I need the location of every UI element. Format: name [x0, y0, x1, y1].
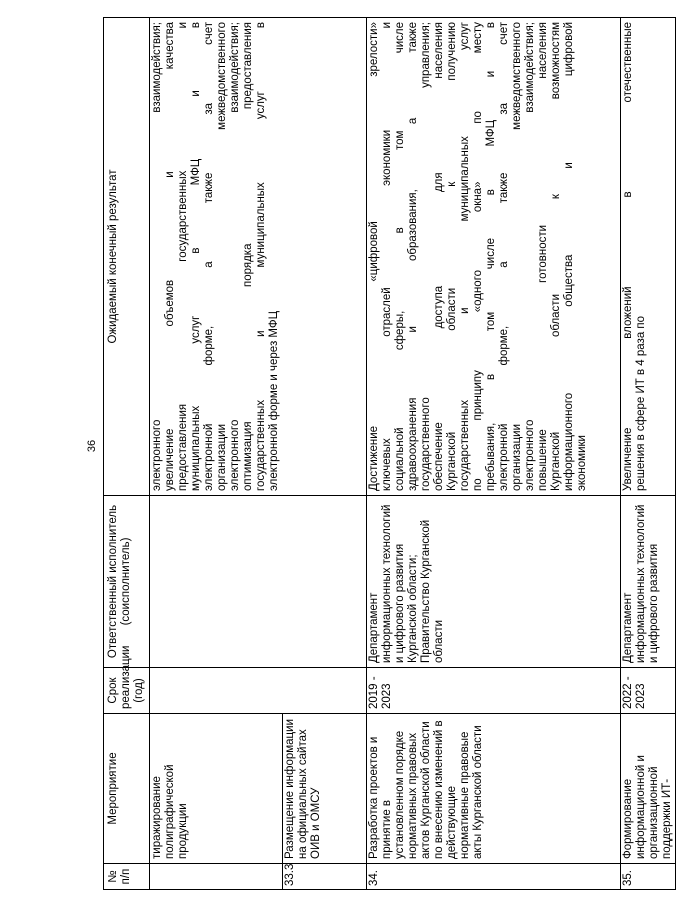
result-line: электронной форме и через МФЦ [268, 310, 280, 491]
result-line: ключевых отраслей экономики и [380, 22, 393, 491]
table-row [150, 18, 283, 890]
table-header-row [104, 18, 150, 890]
header-event: Мероприятие [104, 714, 150, 864]
result-line: государственных и муниципальных услуг [458, 22, 471, 491]
result-line: обеспечение доступа для населения [432, 22, 445, 491]
result-line: муниципальных услуг в МФЦ и в [190, 22, 202, 491]
result-line: предоставления государственных и [177, 22, 189, 491]
cell-term: 2022 - 2023 [620, 668, 675, 714]
header-term: Срок реализации (год) [104, 668, 150, 714]
cell-result [366, 18, 620, 496]
cell-num: 33.3 [282, 864, 366, 890]
result-line: экономики [575, 435, 588, 491]
cell-executor [282, 496, 366, 668]
cell-executor [150, 496, 283, 668]
result-line: Курганской области к возможностям [549, 22, 562, 491]
result-line: электронного взаимодействия; [151, 22, 163, 491]
cell-result [620, 18, 675, 496]
cell-term [150, 668, 283, 714]
cell-term [282, 668, 366, 714]
result-line: социальной сферы, в том числе [393, 22, 406, 491]
result-line: государственного управления; [419, 22, 432, 491]
cell-event: Формирование информационной и организационной поддержки ИТ- [620, 714, 675, 864]
cell-num: 34. [366, 864, 620, 890]
cell-num [150, 864, 283, 890]
page-number: 36 [86, 439, 99, 453]
table-row [620, 18, 675, 890]
cell-result [150, 18, 283, 496]
result-line: организации межведомственного [216, 22, 228, 491]
result-line: по принципу «одного окна» по месту [471, 22, 484, 491]
events-table [103, 17, 676, 890]
result-line: оптимизация порядка предоставления [242, 22, 254, 491]
result-line: электронного взаимодействия; [523, 22, 536, 491]
cell-event: Размещение информации на официальных сайтах ОИВ и ОМСУ [282, 714, 366, 864]
result-line: повышение готовности населения [536, 22, 549, 491]
table-row [366, 18, 620, 890]
cell-executor: Департамент информационных технологий и цифрового развития Курганской области; Правительство Курганской области [366, 496, 620, 668]
cell-executor: Департамент информационных технологий и цифрового развития [620, 496, 675, 668]
result-line: увеличение объемов и качества [164, 22, 176, 491]
rotated-table-container [103, 18, 673, 890]
result-line: электронной форме, а также за счет [203, 22, 215, 491]
header-result: Ожидаемый конечный результат [104, 18, 150, 496]
result-line: электронной форме, а также за счет [497, 22, 510, 491]
result-line: организации межведомственного [510, 22, 523, 491]
header-executor: Ответственный исполнитель (соисполнитель) [104, 496, 150, 668]
cell-event: Разработка проектов и принятие в установленном порядке нормативных правовых актов Курганской области по внесению изменений в действующие нормативные правовые акты Курганской области [366, 714, 620, 864]
cell-result [282, 18, 366, 496]
table-row [282, 18, 366, 890]
result-line: информационного общества и цифровой [562, 22, 575, 491]
result-line: решения в сфере ИТ в 4 раза по [634, 315, 647, 491]
cell-term: 2019 - 2023 [366, 668, 620, 714]
cell-event: тиражирование полиграфической продукции [150, 714, 283, 864]
header-num: № п/п [104, 864, 150, 890]
result-line: Увеличение вложений в отечественные [621, 22, 634, 491]
result-line: здравоохранения и образования, а также [406, 22, 419, 491]
result-line: государственных и муниципальных услуг в [255, 22, 267, 491]
cell-num: 35. [620, 864, 675, 890]
result-line: Курганской области к получению [445, 22, 458, 491]
result-line: электронного взаимодействия; [229, 22, 241, 491]
result-line: Достижение «цифровой зрелости» [367, 22, 380, 491]
result-line: пребывания, в том числе в МФЦ и в [484, 22, 497, 491]
